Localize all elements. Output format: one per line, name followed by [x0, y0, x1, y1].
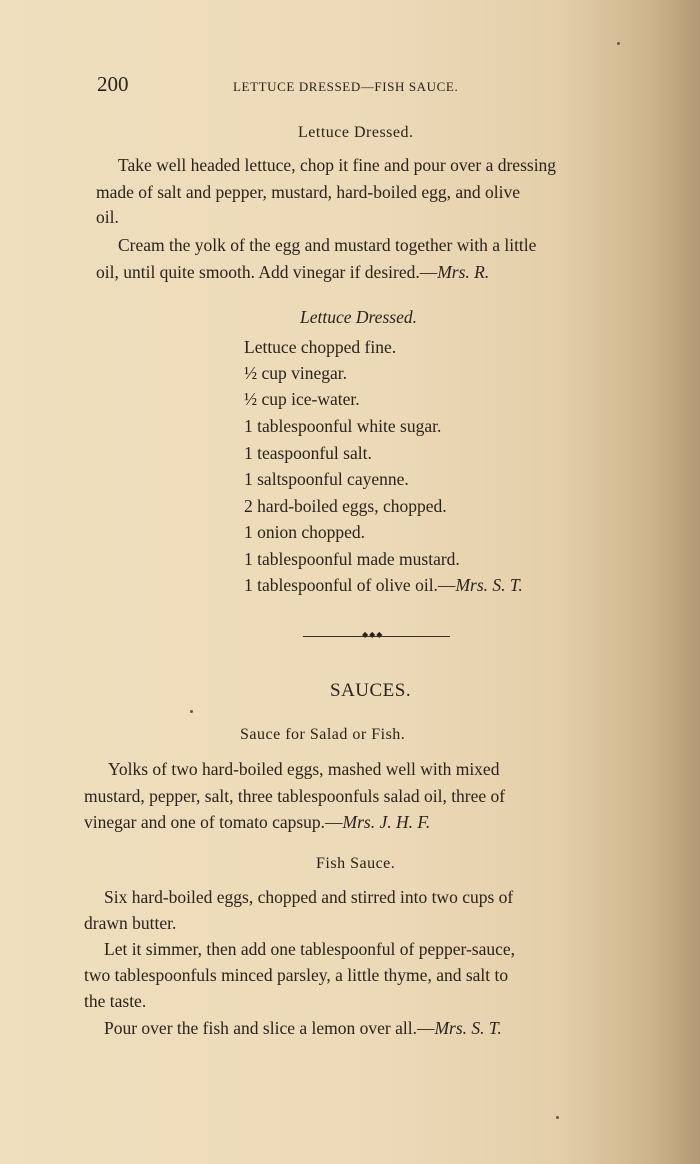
ingredient-item: 1 tablespoonful white sugar.	[244, 416, 442, 436]
ingredient-item: ½ cup ice-water.	[244, 389, 360, 409]
recipe4-line: Six hard-boiled eggs, chopped and stirred into two cups of	[104, 887, 514, 907]
recipe1-line: Cream the yolk of the egg and mustard together with a little	[118, 235, 537, 255]
recipe4-line-with-signature	[104, 1015, 502, 1041]
ingredient-item: 1 onion chopped.	[244, 522, 366, 542]
ingredient-item: 1 teaspoonful salt.	[244, 443, 372, 463]
recipe1-line: oil.	[96, 207, 119, 227]
ingredient-item: 1 tablespoonful made mustard.	[244, 549, 460, 569]
recipe3-line-with-signature	[84, 809, 430, 835]
running-title: LETTUCE DRESSED—FISH SAUCE.	[233, 79, 459, 94]
ingredient-item: ½ cup vinegar.	[244, 363, 348, 383]
ingredient-item: Lettuce chopped fine.	[244, 337, 397, 357]
paper-speck	[190, 710, 193, 713]
recipe2-signature: Mrs. S. T.	[455, 575, 523, 595]
ingredient-item: 2 hard-boiled eggs, chopped.	[244, 496, 447, 516]
recipe3-title: Sauce for Salad or Fish.	[240, 726, 406, 743]
paper-speck	[556, 1116, 559, 1119]
recipe2-title: Lettuce Dressed.	[300, 307, 417, 327]
recipe3-text: vinegar and one of tomato capsup.—	[84, 812, 343, 832]
recipe4-line: Let it simmer, then add one tablespoonful of pepper-sauce,	[104, 939, 516, 959]
section-title: SAUCES.	[330, 680, 412, 701]
recipe4-title: Fish Sauce.	[316, 855, 396, 872]
recipe4-signature: Mrs. S. T.	[434, 1018, 502, 1038]
recipe3-line: Yolks of two hard-boiled eggs, mashed well with mixed	[108, 759, 500, 779]
recipe1-signature: Mrs. R.	[437, 262, 490, 282]
recipe1-line: made of salt and pepper, mustard, hard-boiled egg, and olive	[96, 182, 521, 202]
recipe1-line-with-signature	[96, 259, 489, 285]
recipe1-title: Lettuce Dressed.	[298, 124, 414, 141]
recipe3-line: mustard, pepper, salt, three tablespoonfuls salad oil, three of	[84, 786, 506, 806]
ingredient-item: 1 saltspoonful cayenne.	[244, 469, 409, 489]
recipe4-line: two tablespoonfuls minced parsley, a little thyme, and salt to	[84, 965, 509, 985]
ingredient-item: 1 tablespoonful of olive oil.—	[244, 575, 456, 595]
divider-ornament: ◆◆◆	[362, 630, 384, 639]
recipe1-line: Take well headed lettuce, chop it fine and pour over a dressing	[118, 155, 557, 175]
recipe4-line: the taste.	[84, 991, 147, 1011]
paper-speck	[617, 42, 620, 45]
ingredient-item-with-signature	[244, 572, 523, 599]
recipe4-line: drawn butter.	[84, 913, 177, 933]
recipe1-text: oil, until quite smooth. Add vinegar if desired.—	[96, 262, 438, 282]
recipe4-text: Pour over the fish and slice a lemon over all.—	[104, 1018, 435, 1038]
recipe3-signature: Mrs. J. H. F.	[342, 812, 431, 832]
page-number: 200	[97, 72, 129, 96]
